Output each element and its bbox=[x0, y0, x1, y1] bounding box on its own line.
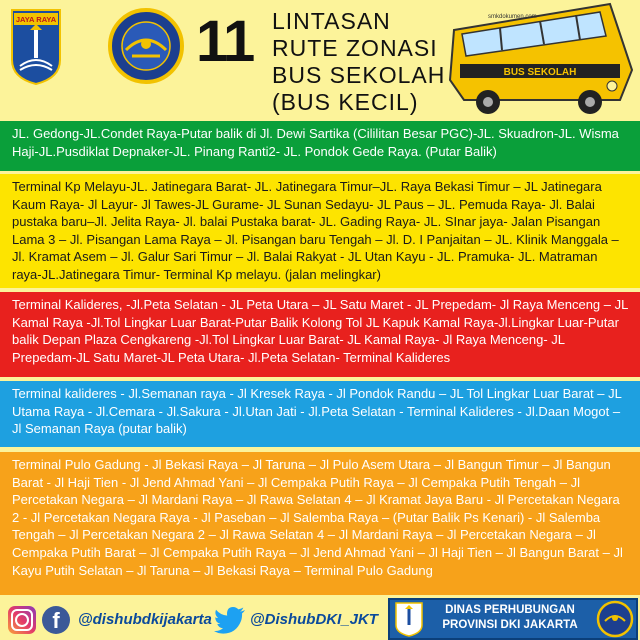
route-count: 11 bbox=[196, 9, 254, 74]
instagram-icon[interactable] bbox=[8, 606, 36, 634]
social-handle[interactable]: @dishubdkijakarta bbox=[78, 611, 212, 628]
school-bus-illustration bbox=[440, 0, 636, 118]
agency-line-1: DINAS PERHUBUNGAN bbox=[445, 604, 575, 616]
title-line: BUS SEKOLAH bbox=[272, 62, 446, 88]
twitter-handle[interactable]: @DishubDKI_JKT bbox=[250, 611, 378, 628]
logo-jaya-raya-text: JAYA RAYA bbox=[15, 15, 57, 24]
route-item: Terminal kalideres - Jl.Semanan raya - Jl Kresek Raya - Jl Pondok Randu – JL Tol Lingkar Luar Barat – JL Utama Raya - Jl.Cemara - Jl.Sakura - Jl.Utan Jati - Jl.Peta Selatan - Terminal Kalideres - Jl.Daan Mogot – Jl Semanan Raya (putar balik) bbox=[0, 381, 640, 447]
route-item: Terminal Pulo Gadung - Jl Bekasi Raya – Jl Taruna – Jl Pulo Asem Utara – Jl Bangun Timur – Jl Bangun Barat - Jl Haji Tien - Jl Jend Ahmad Yani – Jl Cempaka Putih Raya – Jl Cempaka Putih Tengah – Jl Percetakan Negara – Jl Mardani Raya – Jl Rawa Selatan 4 – Jl Kramat Jaya Baru - Jl Percetakan Negara 2 - Jl Percetakan Negara Raya - Jl Paseban – Jl Salemba Raya – (Putar Balik Ps Kenari) - Jl Salemba Tengah – Jl Percetakan Negara 2 – Jl Rawa Selatan 4 – Jl Mardani Raya – Jl Percetakan Negara – Jl Cempaka Putih Barat – Jl Cempaka Putih Raya – Jl Jend Ahmad Yani – Jl Haji Tien – Jl Bangun Barat – Jl Kayu Putih Selatan – Jl Taruna – Jl Bekasi Raya – Terminal Pulo Gadung bbox=[0, 452, 640, 595]
agency-name bbox=[430, 603, 590, 633]
dishub-emblem-small-icon bbox=[596, 600, 634, 638]
jakarta-logo-small-icon bbox=[394, 601, 424, 637]
page-title bbox=[272, 8, 445, 116]
route-item: Terminal Kalideres, -Jl.Peta Selatan - JL Peta Utara – JL Satu Maret - JL Prepedam- Jl Raya Menceng – JL Kamal Raya -Jl.Tol Lingkar Luar Barat-Putar Balik Kolong Tol JL Kapuk Kamal Raya-Jl.Lingkar Luar-Putar balik Depan Plaza Cengkareng -Jl.Tol Lingkar Luar Barat- JL Kamal Raya- Jl Raya Menceng- JL Prepedam-JL Satu Maret-JL Peta Utara- Jl.Peta Selatan- Terminal Kalideres bbox=[0, 292, 640, 377]
agency-line-2: PROVINSI DKI JAKARTA bbox=[442, 619, 578, 631]
title-line: LINTASAN bbox=[272, 8, 391, 34]
twitter-icon[interactable] bbox=[214, 606, 246, 634]
route-item: JL. Gedong-JL.Condet Raya-Putar balik di Jl. Dewi Sartika (Cililitan Besar PGC)-JL. Skuadron-JL. Wisma Haji-JL.Pusdiklat Depnaker-JL. Pinang Ranti2- JL. Pondok Gede Raya. (Putar Balik) bbox=[0, 121, 640, 171]
route-item: Terminal Kp Melayu-JL. Jatinegara Barat- JL. Jatinegara Timur–JL. Raya Bekasi Timur – JL Jatinegara Kaum Raya- Jl Layur- Jl Tawes-JL Gurame- JL Sunan Sedayu- JL Paus – JL. Pemuda Raya- Jl. Balai pustaka baru–Jl. Jelita Raya- Jl. balai Pustaka barat- JL. Gading Raya- JL. SInar jaya- Jalan Pisangan Lama 3 – Jl. Pisangan Lama Raya – Jl. Pisangan baru Tengah – Jl. D. I Panjaitan – JL. Klinik Manggala – Jl. Kramat Asem – Jl. Galur Sari Timur – Jl. Balai Rakyat - JL Utan Kayu - JL. Pramuka- JL. Matraman raya-JL.Jatinegara Timur- Terminal Kp melayu. (jalan melingkar) bbox=[0, 174, 640, 288]
bus-url-text: smkdokumen.com bbox=[488, 14, 537, 20]
title-line: RUTE ZONASI bbox=[272, 35, 438, 61]
dishub-emblem-icon bbox=[106, 6, 186, 86]
header bbox=[0, 0, 640, 122]
jakarta-logo-icon bbox=[10, 8, 62, 86]
facebook-icon[interactable]: f bbox=[42, 606, 70, 634]
title-line: (BUS KECIL) bbox=[272, 89, 419, 115]
bus-label-text: BUS SEKOLAH bbox=[503, 67, 577, 78]
